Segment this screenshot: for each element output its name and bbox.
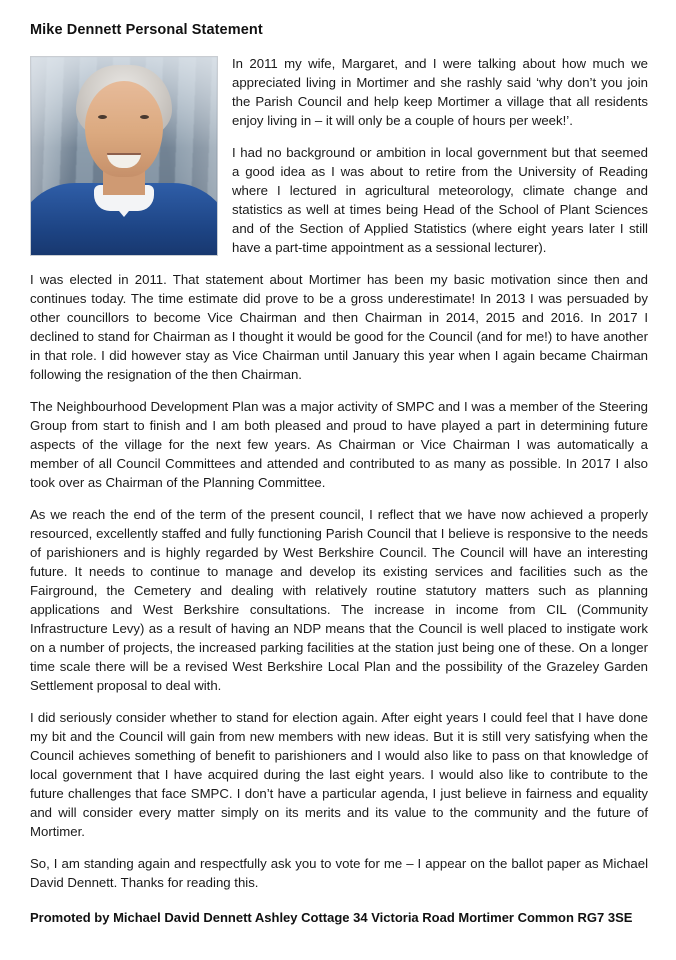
photo-shirt-vneck [104, 193, 144, 217]
statement-paragraph-1: In 2011 my wife, Margaret, and I were talking about how much we appreciated living in Mortimer and she rashly said ‘why don’t you join the Parish Council and help keep Mortimer a village that all residents enjoy living in – it will only be a couple of hours per week!’. [232, 56, 648, 128]
statement-paragraph-7: So, I am standing again and respectfully ask you to vote for me – I appear on the ballot paper as Michael David Dennett. Thanks for reading this. [30, 856, 648, 890]
statement-paragraph-4: The Neighbourhood Development Plan was a major activity of SMPC and I was a member of the Steering Group from start to finish and I am both pleased and proud to have played a part in determining future aspects of the village for the next few years. As Chairman or Vice Chairman I was automatically a member of all Council Committees and attended and contributed to as many as possible. In 2017 I also took over as Chairman of the Planning Committee. [30, 399, 648, 490]
portrait-photo [30, 56, 218, 256]
promoter-note: Promoted by Michael David Dennett Ashley Cottage 34 Victoria Road Mortimer Common RG7 3SE [30, 910, 633, 925]
photo-eye-left [98, 115, 107, 119]
statement-paragraph-6: I did seriously consider whether to stand for election again. After eight years I could feel that I have done my bit and the Council will gain from new members with new ideas. But it is still very satisfying when the Council achieves something of benefit to parishioners and I would also like to pass on that knowledge of local government that I have acquired during the last eight years. I would also like to contribute to the future challenges that face SMPC. I don’t have a particular agenda, I just believe in fairness and equality and will consider every matter simply on its merits and its value to the community and the future of Mortimer. [30, 710, 648, 839]
photo-eye-right [140, 115, 149, 119]
statement-paragraph-2: I had no background or ambition in local government but that seemed a good idea as I was about to retire from the University of Reading where I lectured in agricultural meteorology, climate change and statistics as well at times being Head of the School of Plant Sciences and of the Section of Applied Statistics (where eight years later I still have a part-time appointment as a sessional lecturer). [232, 145, 648, 255]
statement-paragraph-5: As we reach the end of the term of the present council, I reflect that we have now achieved a properly resourced, excellently staffed and fully functioning Parish Council that I believe is responsive to the needs of parishioners and is highly regarded by West Berkshire Council. The Council will have an interesting future. It needs to continue to manage and develop its existing services and facilities such as the Fairground, the Cemetery and dealing with relatively routine statutory matters such as planning applications and West Berkshire consultations. The increase in income from CIL (Community Infrastructure Levy) as a result of having an NDP means that the Council is well placed to instigate work on a number of projects, the increased parking facilities at the station just being one of these. On a longer time scale there will be a revised West Berkshire Local Plan and the possibility of the Grazeley Garden Settlement proposal to deal with. [30, 507, 648, 693]
page-title: Mike Dennett Personal Statement [30, 22, 263, 38]
statement-paragraph-3: I was elected in 2011. That statement about Mortimer has been my basic motivation since then and continues today. The time estimate did prove to be a gross underestimate! In 2013 I was persuaded by other councillors to become Vice Chairman and then Chairman in 2014, 2015 and 2016. In 2017 I declined to stand for Chairman as I thought it would be good for the Council (and for me!) to have another in that role. I did however stay as Vice Chairman until January this year when I again became Chairman following the resignation of the then Chairman. [30, 272, 648, 382]
